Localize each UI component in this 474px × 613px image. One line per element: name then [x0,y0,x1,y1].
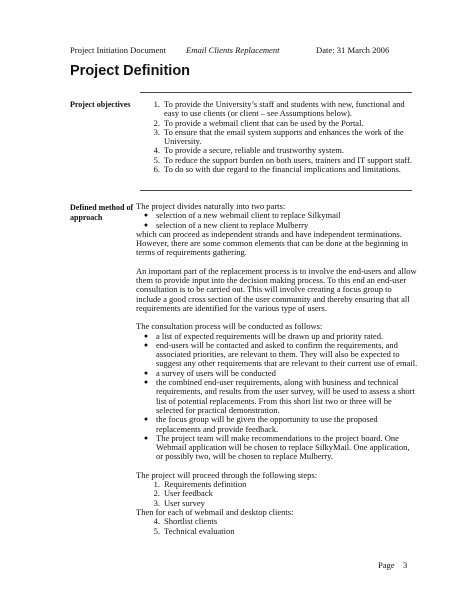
consultation-paragraph: An important part of the replacement process is to involve the end-users and allow them to provide input into the decision making process. To this end an end-user consultation is to be carried out. This will involve creating a focus group to include a good cross section of the user community and thereby ensuring that all requirements are identified for the various type of users. [136,265,417,313]
objective-number: 6. [153,164,160,175]
objective-text: To do so with due regard to the financial implications and limitations. [164,164,401,175]
list-item [136,378,418,415]
objective-item [136,100,418,119]
header-date: Date: 31 March 2006 [316,45,390,55]
bullet-icon: ● [143,368,149,377]
list-item-text: selection of a new webmail client to replace Silkymail [156,210,341,221]
approach-paragraph: which can proceed as independent strands and have independent terminations. However, there are some common elements that can be done at the beginning in terms of requirements gathering. [136,228,409,258]
consultation-intro: The consultation process will be conducted as follows: [136,321,323,332]
step-item [136,527,418,536]
step-text: User survey [164,497,205,508]
header-project-name: Email Clients Replacement [186,45,280,55]
steps-continuation: Then for each of webmail and desktop clients: [136,506,294,517]
step-number: 1. [153,479,160,490]
list-item-text: a list of expected requirements will be drawn up and priority rated. [156,330,384,341]
list-item-text: end-users will be contacted and asked to confirm the requirements, and associated priorities, are relevant to them. They will also be expected to suggest any other requirements that are relevant to their current use of email. [156,339,418,369]
bullet-icon: ● [143,211,149,220]
step-text: Requirements definition [164,479,247,490]
list-item [136,341,418,369]
step-text: Technical evaluation [164,525,235,536]
list-item-text: the focus group will be given the opportunity to use the proposed replacements and provide feedback. [156,414,378,434]
bullet-icon: ● [143,415,149,424]
objective-number: 1. [153,99,160,109]
objectives-section [136,100,418,174]
list-item-text: The project team will make recommendations to the project board. One Webmail application will be chosen to replace SilkyMail. One application, or possibly two, will be chosen to replace Mulberry. [156,432,410,462]
step-number: 3. [153,497,160,508]
list-item [136,434,418,462]
approach-label: Defined method of approach [70,203,134,222]
page-footer [378,560,407,570]
list-item-text: selection of a new client to replace Mulberry [156,219,309,230]
page-number: 3 [403,560,408,570]
header-document-name: Project Initiation Document [70,45,166,55]
bullet-icon: ● [143,220,149,229]
step-text: Shortlist clients [164,516,218,527]
objective-number: 3. [153,126,160,137]
steps-intro: The project will proceed through the following steps: [136,469,318,480]
section-divider [140,92,412,93]
objective-text: To provide the University’s staff and students with new, functional and easy to use clients (or client – see Assumptions below). [164,99,405,119]
bullet-icon: ● [143,340,149,349]
objective-number: 4. [153,145,160,156]
step-number: 5. [153,525,160,536]
objective-text: To provide a webmail client that can be used by the Portal. [164,117,364,128]
bullet-icon: ● [143,433,149,442]
list-item-text: the combined end-user requirements, along with business and technical requirements, and results from the user survey, will be used to assess a short list of potential replacements. From this short list two or three will be selected for practical demonstration. [156,377,415,415]
step-number: 2. [153,488,160,499]
step-text: User feedback [164,488,213,499]
list-item [136,415,418,434]
page-title: Project Definition [70,63,191,79]
objective-number: 5. [153,154,160,165]
list-item-text: a survey of users will be conducted [156,367,276,378]
objective-number: 2. [153,117,160,128]
bullet-icon: ● [143,331,149,340]
approach-intro: The project divides naturally into two parts: [136,201,286,211]
bullet-icon: ● [143,378,149,387]
consultation-list [136,332,418,462]
page-label: Page [378,560,395,570]
objective-text: To ensure that the email system supports and enhances the work of the University. [164,126,404,147]
objectives-list [136,100,418,174]
step-number: 4. [153,516,160,527]
objective-text: To provide a secure, reliable and trustworthy system. [164,145,344,156]
approach-section [136,202,418,536]
section-divider [140,190,412,191]
steps-list-continued [136,517,418,536]
objective-item [136,165,418,174]
parts-list [136,211,418,230]
objective-item [136,128,418,147]
objective-text: To reduce the support burden on both users, trainers and IT support staff. [164,154,412,165]
steps-list [136,480,418,508]
objectives-label: Project objectives [70,100,131,109]
